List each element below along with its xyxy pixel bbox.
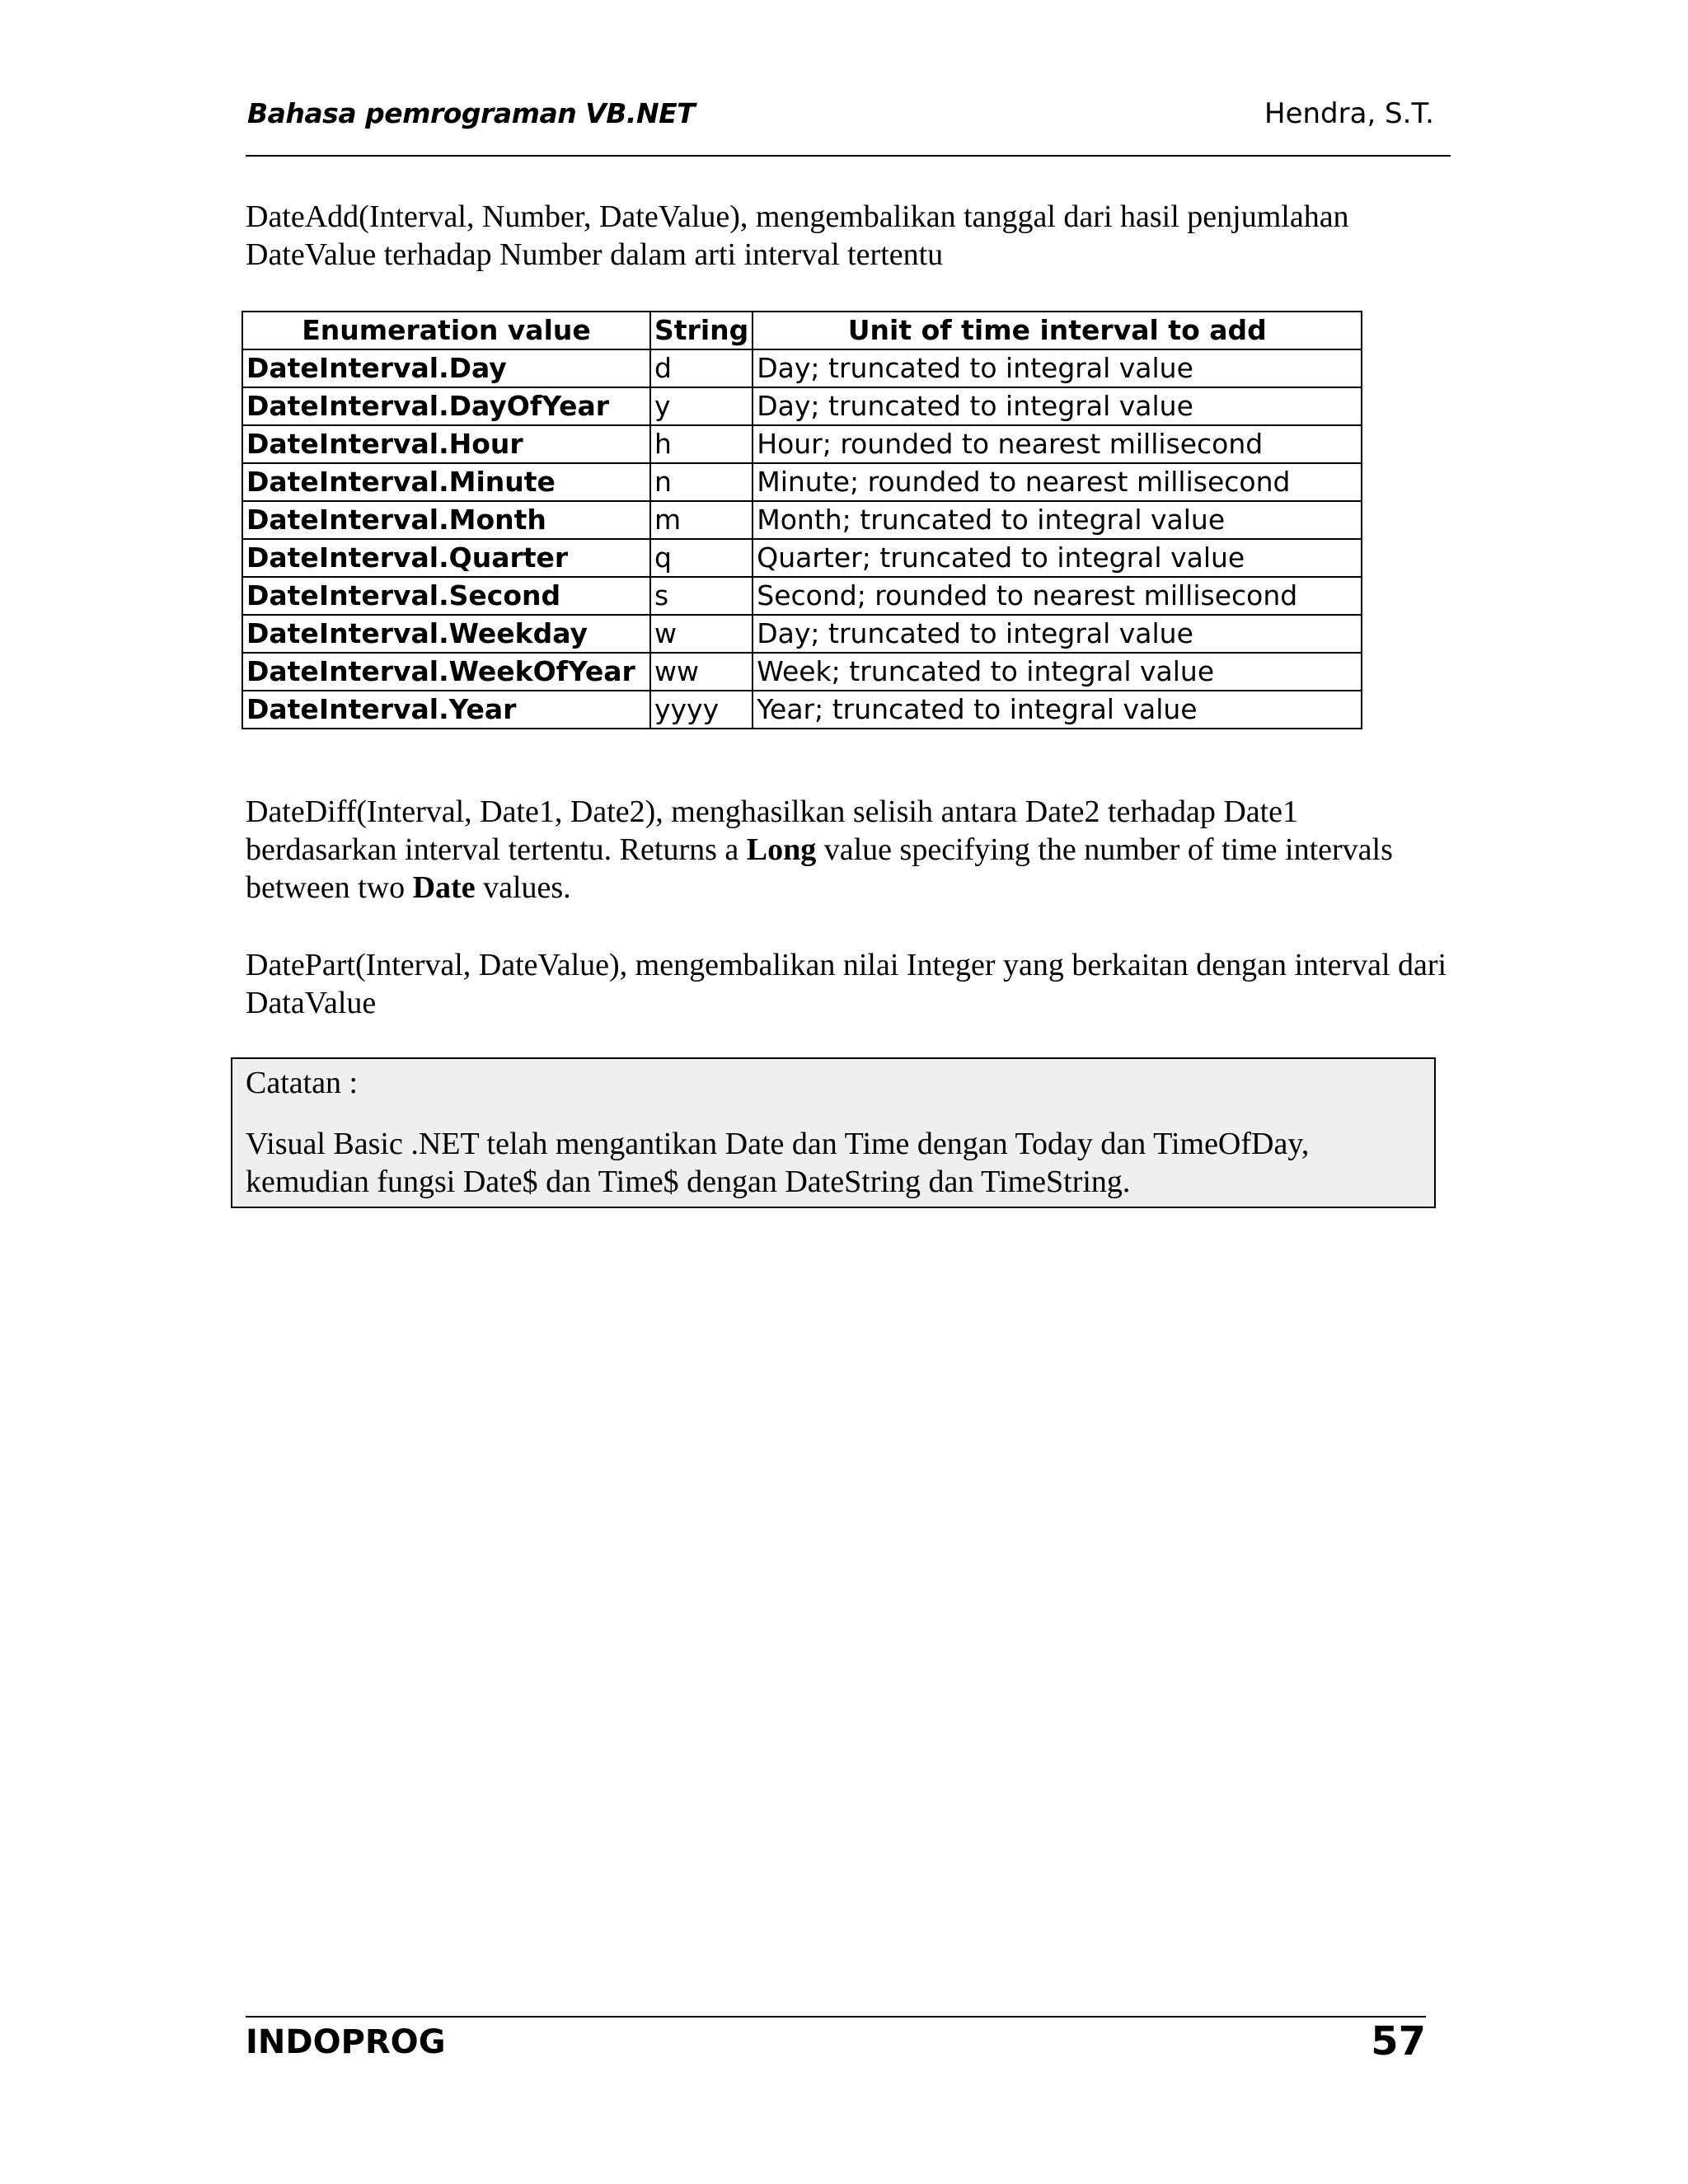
string-cell: y [650, 387, 753, 425]
unit-cell: Day; truncated to integral value [753, 615, 1362, 653]
table-row [242, 349, 1362, 387]
datediff-text-1: DateDiff(Interval, Date1, Date2), menghasilkan selisih antara Date2 terhadap Date1 berdasarkan interval tertentu. Returns a [246, 794, 1299, 867]
date-interval-table [241, 311, 1362, 729]
note-box [231, 1057, 1436, 1208]
datediff-bold-date: Date [412, 870, 476, 905]
enum-cell: DateInterval.Weekday [242, 615, 650, 653]
column-header-unit: Unit of time interval to add [753, 312, 1362, 349]
enum-cell: DateInterval.Day [242, 349, 650, 387]
footer-rule [246, 2016, 1426, 2018]
enum-cell: DateInterval.DayOfYear [242, 387, 650, 425]
enum-cell: DateInterval.Minute [242, 463, 650, 501]
string-cell: d [650, 349, 753, 387]
string-cell: ww [650, 653, 753, 691]
enum-cell: DateInterval.Quarter [242, 539, 650, 577]
page-number: 57 [1371, 2018, 1426, 2064]
enum-cell: DateInterval.Second [242, 577, 650, 615]
unit-cell: Week; truncated to integral value [753, 653, 1362, 691]
enum-cell: DateInterval.Hour [242, 425, 650, 463]
table-row [242, 425, 1362, 463]
column-header-string: String [650, 312, 753, 349]
string-cell: n [650, 463, 753, 501]
note-title: Catatan : [246, 1066, 359, 1100]
unit-cell: Day; truncated to integral value [753, 387, 1362, 425]
datediff-paragraph [246, 793, 1457, 907]
datediff-text-2: value specifying the number of time intervals between two [246, 832, 1393, 905]
note-body: Visual Basic .NET telah mengantikan Date dan Time dengan Today dan TimeOfDay, kemudian fungsi Date$ dan Time$ dengan DateString dan TimeString. [246, 1127, 1310, 1199]
header-title: Bahasa pemrograman VB.NET [247, 97, 696, 129]
unit-cell: Month; truncated to integral value [753, 501, 1362, 539]
datepart-paragraph: DatePart(Interval, DateValue), mengembalikan nilai Integer yang berkaitan dengan interval dari DataValue [246, 948, 1447, 1020]
string-cell: w [650, 615, 753, 653]
table-row [242, 577, 1362, 615]
table-row [242, 539, 1362, 577]
string-cell: s [650, 577, 753, 615]
header-rule [246, 155, 1451, 157]
table-row [242, 615, 1362, 653]
column-header-enumeration: Enumeration value [242, 312, 650, 349]
table-row [242, 501, 1362, 539]
unit-cell: Day; truncated to integral value [753, 349, 1362, 387]
string-cell: h [650, 425, 753, 463]
dateadd-paragraph: DateAdd(Interval, Number, DateValue), mengembalikan tanggal dari hasil penjumlahan DateValue terhadap Number dalam arti interval tertentu [246, 199, 1349, 272]
unit-cell: Second; rounded to nearest millisecond [753, 577, 1362, 615]
enum-cell: DateInterval.Year [242, 691, 650, 729]
unit-cell: Hour; rounded to nearest millisecond [753, 425, 1362, 463]
string-cell: m [650, 501, 753, 539]
unit-cell: Quarter; truncated to integral value [753, 539, 1362, 577]
datediff-text-3: values. [475, 870, 571, 905]
table-row [242, 691, 1362, 729]
table-row [242, 653, 1362, 691]
datediff-bold-long: Long [746, 832, 817, 867]
table-header-row [242, 312, 1362, 349]
enum-cell: DateInterval.Month [242, 501, 650, 539]
string-cell: q [650, 539, 753, 577]
table-row [242, 463, 1362, 501]
unit-cell: Year; truncated to integral value [753, 691, 1362, 729]
header-author: Hendra, S.T. [1264, 97, 1434, 130]
unit-cell: Minute; rounded to nearest millisecond [753, 463, 1362, 501]
enum-cell: DateInterval.WeekOfYear [242, 653, 650, 691]
footer-publisher: INDOPROG [246, 2023, 446, 2061]
table-row [242, 387, 1362, 425]
string-cell: yyyy [650, 691, 753, 729]
